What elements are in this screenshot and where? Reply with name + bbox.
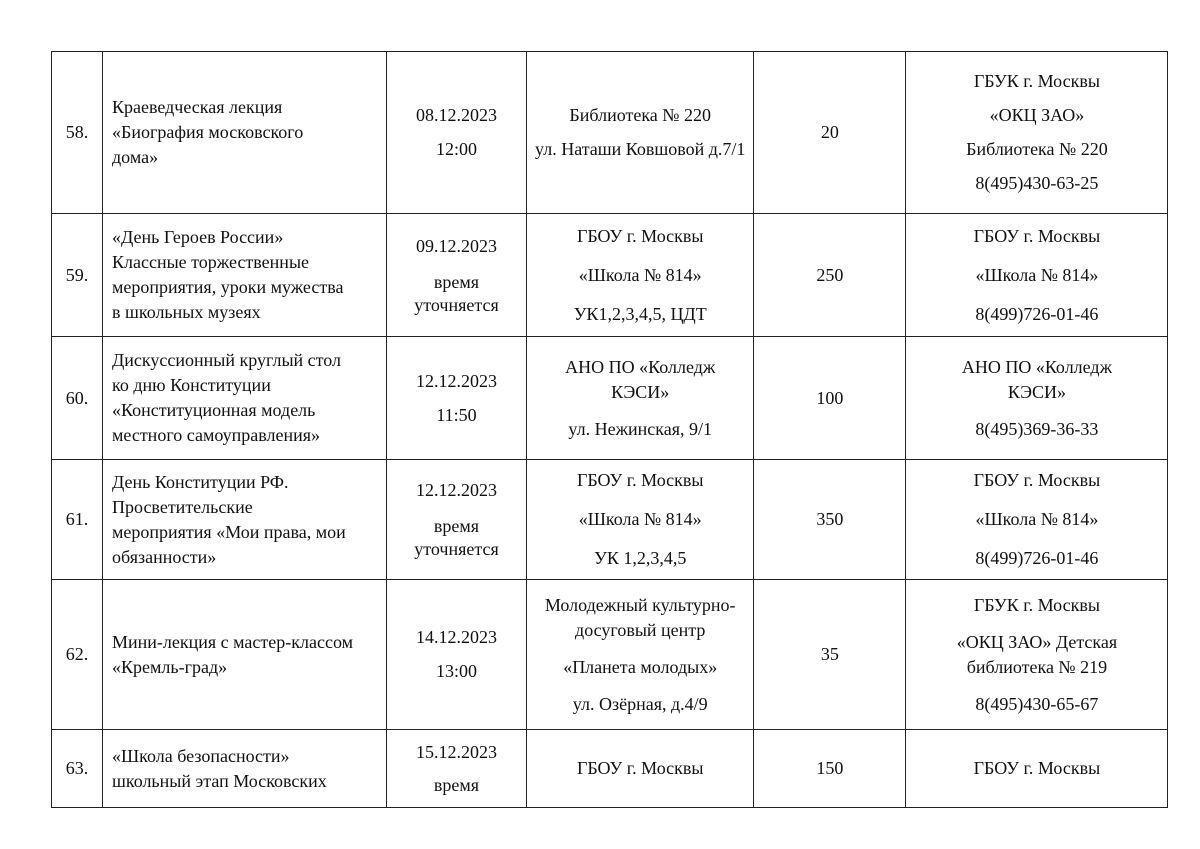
- organizer-cell: ГБУК г. Москвы «ОКЦ ЗАО» Детская библиотека № 219 8(495)430-65-67: [906, 580, 1168, 730]
- organizer-cell: ГБУК г. Москвы «ОКЦ ЗАО» Библиотека № 220 8(495)430-63-25: [906, 52, 1168, 214]
- participants-cell: 100: [754, 337, 906, 460]
- event-cell: День Конституции РФ. Просветительские мероприятия «Мои права, мои обязанности»: [103, 460, 387, 580]
- row-number: 60.: [52, 337, 103, 460]
- organizer-cell: ГБОУ г. Москвы «Школа № 814» 8(499)726-01-46: [906, 460, 1168, 580]
- table-row: [52, 337, 1168, 460]
- datetime-cell: 12.12.2023 время уточняется: [387, 460, 527, 580]
- row-number: 61.: [52, 460, 103, 580]
- event-cell: Дискуссионный круглый стол ко дню Конституции «Конституционная модель местного самоуправления»: [103, 337, 387, 460]
- row-number: 59.: [52, 214, 103, 337]
- events-table: [51, 51, 1168, 808]
- place-cell: АНО ПО «Колледж КЭСИ» ул. Нежинская, 9/1: [527, 337, 754, 460]
- datetime-cell: 12.12.2023 11:50: [387, 337, 527, 460]
- datetime-cell: 08.12.2023 12:00: [387, 52, 527, 214]
- table-row: [52, 460, 1168, 580]
- organizer-cell: ГБОУ г. Москвы «Школа № 814» 8(499)726-01-46: [906, 214, 1168, 337]
- participants-cell: 35: [754, 580, 906, 730]
- place-cell: ГБОУ г. Москвы: [527, 730, 754, 808]
- participants-cell: 350: [754, 460, 906, 580]
- row-number: 63.: [52, 730, 103, 808]
- place-cell: Библиотека № 220 ул. Наташи Ковшовой д.7/1: [527, 52, 754, 214]
- datetime-cell: 15.12.2023 время: [387, 730, 527, 808]
- datetime-cell: 09.12.2023 время уточняется: [387, 214, 527, 337]
- place-cell: ГБОУ г. Москвы «Школа № 814» УК 1,2,3,4,5: [527, 460, 754, 580]
- event-cell: Краеведческая лекция «Биография московского дома»: [103, 52, 387, 214]
- place-cell: Молодежный культурно- досуговый центр «Планета молодых» ул. Озёрная, д.4/9: [527, 580, 754, 730]
- participants-cell: 20: [754, 52, 906, 214]
- table-row: [52, 580, 1168, 730]
- participants-cell: 150: [754, 730, 906, 808]
- event-cell: «Школа безопасности» школьный этап Московских: [103, 730, 387, 808]
- organizer-cell: АНО ПО «Колледж КЭСИ» 8(495)369-36-33: [906, 337, 1168, 460]
- table-row: [52, 730, 1168, 808]
- organizer-cell: ГБОУ г. Москвы: [906, 730, 1168, 808]
- row-number: 62.: [52, 580, 103, 730]
- participants-cell: 250: [754, 214, 906, 337]
- table-row: [52, 52, 1168, 214]
- event-cell: Мини-лекция с мастер-классом «Кремль-град»: [103, 580, 387, 730]
- place-cell: ГБОУ г. Москвы «Школа № 814» УК1,2,3,4,5, ЦДТ: [527, 214, 754, 337]
- datetime-cell: 14.12.2023 13:00: [387, 580, 527, 730]
- row-number: 58.: [52, 52, 103, 214]
- event-cell: «День Героев России» Классные торжественные мероприятия, уроки мужества в школьных музеях: [103, 214, 387, 337]
- table-row: [52, 214, 1168, 337]
